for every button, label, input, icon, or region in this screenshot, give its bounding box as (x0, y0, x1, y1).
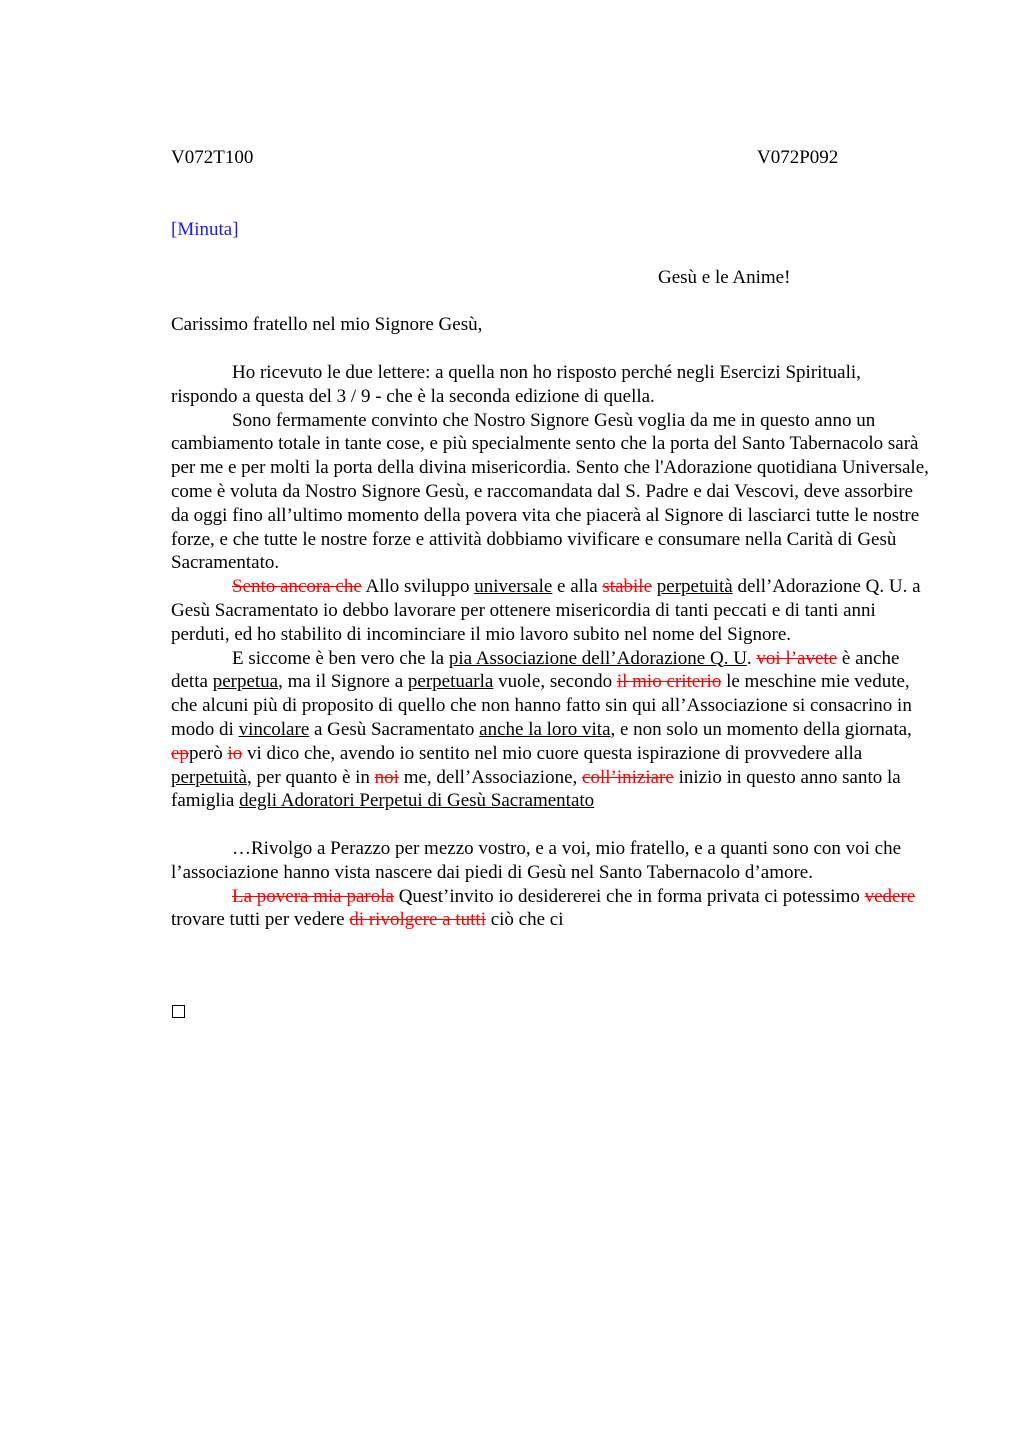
underlined-text: perpetuarla (407, 671, 494, 693)
text-run: E siccome è ben vero che la (232, 647, 449, 669)
deleted-text: vedere (864, 885, 916, 907)
text-run: trovare tutti per vedere (171, 909, 350, 931)
underlined-text: perpetua (212, 671, 279, 693)
text-run: vuole, secondo (493, 671, 617, 693)
text-run: inizio in questo anno santo la famiglia (171, 766, 901, 812)
text-run: le meschine mie vedute, che alcuni più di proposito di quello che non hanno fatto sin qui all’Associazione si consacrino in modo di (171, 671, 912, 740)
paragraph-4 (171, 647, 929, 814)
paragraph-6 (171, 885, 929, 933)
text-run: e alla (552, 576, 603, 598)
document-code-left: V072T100 (171, 147, 254, 168)
text-run: Ho ricevuto le due lettere: a quella non ho risposto perché negli Esercizi Spirituali, rispondo a questa del 3 / 9 - che è la seconda edizione di quella. (171, 362, 861, 407)
text-run: ciò che ci (485, 909, 564, 931)
deleted-text: La povera mia parola (232, 885, 394, 907)
salutation: Carissimo fratello nel mio Signore Gesù, (171, 314, 483, 335)
underlined-text: pia Associazione dell’Adorazione Q. U (448, 647, 747, 669)
text-run: vi dico che, avendo io sentito nel mio cuore questa ispirazione di provvedere alla (242, 742, 863, 764)
deleted-text: io (227, 742, 243, 764)
text-run: , ma il Signore a (278, 671, 408, 693)
underlined-text: anche la loro vita (479, 718, 611, 740)
paragraph-2 (171, 409, 929, 576)
deleted-text: coll’iniziare (582, 766, 674, 788)
text-run: dell’Adorazione Q. U. a Gesù Sacramentato io debbo lavorare per ottenere misericordia di tanti peccati e di tanti anni perduti, ed ho stabilito di incominciare il mio lavoro subito nel nome del Signore. (171, 576, 921, 645)
text-run: Allo sviluppo (361, 576, 475, 598)
deleted-text: voi l’avete (756, 647, 838, 669)
text-run: , per quanto è in (246, 766, 375, 788)
deleted-text: Sento ancora che (232, 576, 362, 598)
deleted-text: noi (374, 766, 399, 788)
text-run: …Rivolgo a Perazzo per mezzo vostro, e a voi, mio fratello, e a quanti sono con voi che l’associazione hanno vista nascere dai piedi di Gesù nel Santo Tabernacolo d’amore. (171, 837, 902, 883)
motto: Gesù e le Anime! (658, 267, 791, 288)
end-marker-box-icon (172, 1005, 185, 1018)
text-run: è anche detta (171, 647, 900, 693)
letter-body (171, 361, 929, 932)
deleted-text: di rivolgere a tutti (349, 909, 486, 931)
deleted-text: ep (171, 742, 189, 764)
document-code-right: V072P092 (757, 147, 839, 168)
text-run: me, dell’Associazione, (398, 766, 583, 788)
paragraph-5 (171, 837, 929, 885)
underlined-text: universale (474, 576, 553, 598)
underlined-text: vincolare (238, 718, 310, 740)
underlined-text: perpetuità (171, 766, 247, 788)
text-run: a Gesù Sacramentato (309, 718, 480, 740)
text-run: Sono fermamente convinto che Nostro Signore Gesù voglia da me in questo anno un cambiamento totale in tante cose, e più specialmente sento che la porta del Santo Tabernacolo sarà per me e per molti la porta della divina misericordia. Sento che l'Adorazione quotidiana Universale, come è voluta da Nostro Signore Gesù, e raccomandata dal S. Padre e dai Vescovi, deve assorbire da oggi fino all’ultimo momento della povera vita che piacerà al Signore di lasciarci tutte le nostre forze, e che tutte le nostre forze e attività dobbiamo vivificare e consumare nella Carità di Gesù Sacramentato. (171, 409, 929, 574)
text-run: , e non solo un momento della giornata, (610, 718, 912, 740)
paragraph-3 (171, 575, 929, 646)
deleted-text: il mio criterio (616, 671, 722, 693)
underlined-text: degli Adoratori Perpetui di Gesù Sacramentato (239, 790, 595, 812)
paragraph-1 (171, 361, 929, 409)
underlined-text: perpetuità (656, 576, 733, 598)
text-run: . (746, 647, 757, 669)
text-run: però (188, 742, 228, 764)
draft-label: [Minuta] (171, 219, 239, 240)
deleted-text: stabile (602, 576, 653, 598)
text-run: Quest’invito io desidererei che in forma privata ci potessimo (393, 885, 865, 907)
